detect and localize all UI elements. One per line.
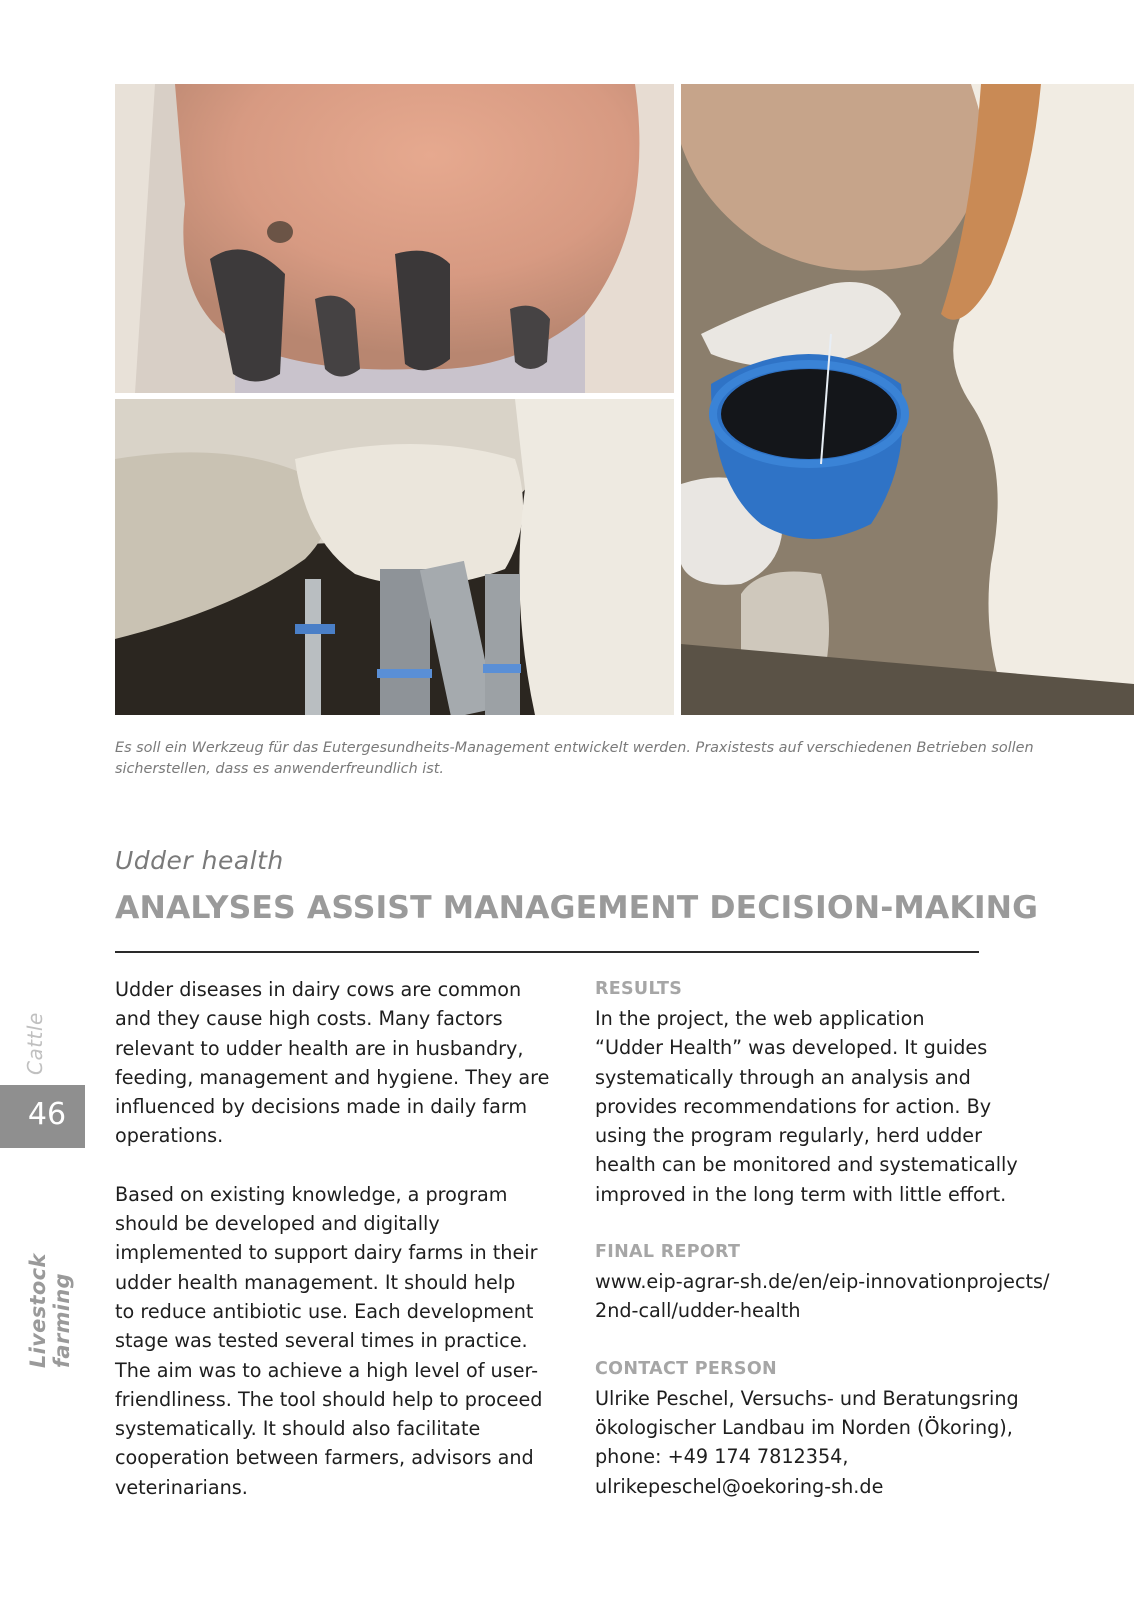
results-label: RESULTS	[595, 979, 683, 999]
milk-sampling-illustration	[681, 84, 1134, 715]
photo-milk-sampling	[681, 84, 1134, 715]
final-report-label: FINAL REPORT	[595, 1242, 741, 1263]
photo-milking-cluster	[115, 399, 674, 715]
page-number: 46	[27, 1097, 67, 1132]
photo-udder-teats	[115, 84, 674, 393]
final-report-link[interactable]: www.eip-agrar-sh.de/en/eip-innovationprojects/ 2nd-call/udder-health	[595, 1270, 1050, 1323]
article-title: ANALYSES ASSIST MANAGEMENT DECISION-MAKING	[115, 890, 1039, 926]
udder-teats-illustration	[115, 84, 674, 393]
contact-section	[595, 1355, 1065, 1501]
results-text: In the project, the web application “Udder Health” was developed. It guides systematically through an analysis and provides recommendations for action. By using the program regularly, herd udder health can be monitored and systematically improved in the long term with little effort.	[595, 1007, 1018, 1206]
contact-label: CONTACT PERSON	[595, 1358, 777, 1379]
section-tab-cattle: Cattle	[23, 1012, 47, 1075]
final-report-section	[595, 1238, 1065, 1326]
article-subtitle: Udder health	[115, 846, 284, 875]
program-paragraph: Based on existing knowledge, a program should be developed and digitally implemented to support dairy farms in their udder health management. It should help to reduce antibiotic use. Each development stage was tested several times in practice. The aim was to achieve a high level of user- friendliness. The tool should help to proceed systematically. It should also facilitate cooperation between farmers, advisors and veterinarians.	[115, 1182, 543, 1499]
photo-caption: Es soll ein Werkzeug für das Eutergesundheits-Management entwickelt werden. Praxistests auf verschiedenen Betrieben sollen sicherstellen, dass es anwenderfreundlich ist.	[115, 740, 1034, 777]
contact-text: Ulrike Peschel, Versuchs- und Beratungsring ökologischer Landbau im Norden (Ökoring), phone: +49 174 7812354, ulrikepeschel@oekoring-sh.de	[595, 1386, 1019, 1498]
right-column	[595, 975, 1065, 1530]
milking-cluster-illustration	[115, 399, 674, 715]
title-divider	[115, 951, 979, 953]
intro-paragraph: Udder diseases in dairy cows are common and they cause high costs. Many factors relevant to udder health are in husbandry, feeding, management and hygiene. They are influenced by decisions made in daily farm operations.	[115, 978, 550, 1148]
chapter-tab-livestock-farming: Livestock farming	[26, 1253, 74, 1368]
left-column	[115, 975, 575, 1502]
results-section	[595, 975, 1065, 1209]
